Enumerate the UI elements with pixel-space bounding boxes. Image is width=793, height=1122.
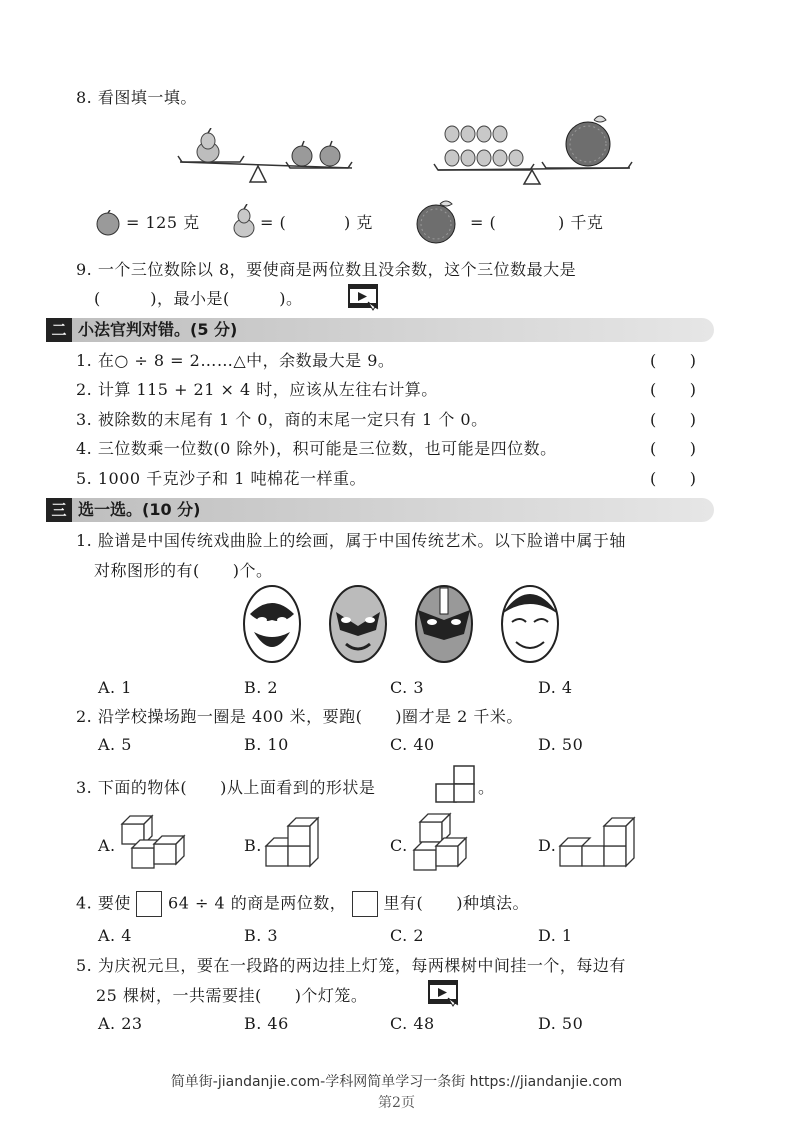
s3q1-option-a[interactable]: A. 1 [98, 678, 132, 697]
s3q4-option-b[interactable]: B. 3 [244, 926, 279, 945]
melon-icon [410, 198, 466, 244]
s3q5-option-a[interactable]: A. 23 [98, 1014, 143, 1033]
s3q2-option-c[interactable]: C. 40 [390, 735, 435, 754]
video-play-icon[interactable] [428, 980, 460, 1008]
s3q3-option-b[interactable]: B. [244, 836, 262, 855]
judge-item-4: 4. 三位数乘一位数(0 除外)，积可能是三位数，也可能是四位数。 [76, 439, 557, 458]
judge-answer-3[interactable]: ( ) [650, 410, 697, 429]
q8-title: 8. 看图填一填。 [76, 88, 197, 107]
cube-stack-a [118, 814, 192, 872]
judge-item-3: 3. 被除数的末尾有 1 个 0，商的末尾一定只有 1 个 0。 [76, 410, 488, 429]
video-play-icon[interactable] [348, 284, 380, 312]
opera-mask-3-icon [416, 586, 472, 662]
judge-answer-2[interactable]: ( ) [650, 380, 697, 399]
apple-icon [94, 210, 124, 236]
judge-item-1: 1. 在○ ÷ 8 = 2……△中，余数最大是 9。 [76, 351, 395, 370]
watermark-text: 简单街-jiandanjie.com-学科网简单学习一条街 https://jiandanjie.com [170, 1074, 623, 1090]
s3q1-option-d[interactable]: D. 4 [538, 678, 573, 697]
section-2-number: 二 [46, 318, 72, 342]
s3q4-option-a[interactable]: A. 4 [98, 926, 132, 945]
s3q2-option-a[interactable]: A. 5 [98, 735, 132, 754]
judge-item-2: 2. 计算 115 + 21 × 4 时，应该从左往右计算。 [76, 380, 438, 399]
s3q2-option-d[interactable]: D. 50 [538, 735, 584, 754]
s3q3-text: 3. 下面的物体( )从上面看到的形状是 [76, 778, 376, 797]
s3q5-line2: 25 棵树，一共需要挂( )个灯笼。 [96, 986, 368, 1005]
opera-masks-figure [240, 584, 570, 668]
judge-answer-5[interactable]: ( ) [650, 469, 697, 488]
s3q4-post: 里有( )种填法。 [383, 893, 529, 913]
s3q1-option-c[interactable]: C. 3 [390, 678, 425, 697]
s3q5-option-d[interactable]: D. 50 [538, 1014, 584, 1033]
apple-weight: = 125 克 [126, 213, 200, 232]
s3q3-option-a[interactable]: A. [98, 836, 116, 855]
pear-weight-open: = ( [260, 213, 287, 232]
s3q4-pre: 4. 要使 [76, 893, 131, 913]
section-2-title: 小法官判对错。(5 分) [78, 320, 238, 339]
section-2-header [46, 318, 714, 342]
q9-line1: 9. 一个三位数除以 8，要使商是两位数且没余数，这个三位数最大是 [76, 260, 577, 279]
judge-answer-4[interactable]: ( ) [650, 439, 697, 458]
judge-answer-1[interactable]: ( ) [650, 351, 697, 370]
s3q3-option-d[interactable]: D. [538, 836, 557, 855]
blank-box-icon[interactable] [136, 891, 162, 917]
section-3-header [46, 498, 714, 522]
s3q1-option-b[interactable]: B. 2 [244, 678, 279, 697]
opera-mask-1-icon [244, 586, 300, 662]
pear-group-icon [445, 126, 523, 166]
pear-icon [197, 128, 219, 162]
pear-weight-unit: ) 克 [344, 213, 373, 232]
blank-box-icon[interactable] [352, 891, 378, 917]
s3q4-option-c[interactable]: C. 2 [390, 926, 425, 945]
apple-icon [292, 141, 340, 166]
melon-weight-unit: ) 千克 [558, 213, 604, 232]
s3q4-line [76, 891, 529, 917]
cube-stack-b [262, 814, 336, 872]
s3q1-line2: 对称图形的有( )个。 [94, 561, 273, 580]
judge-item-5: 5. 1000 千克沙子和 1 吨棉花一样重。 [76, 469, 367, 488]
s3q5-option-b[interactable]: B. 46 [244, 1014, 289, 1033]
cube-stack-c [410, 812, 476, 874]
section-3-title: 选一选。(10 分) [78, 500, 201, 519]
top-view-shape [434, 764, 478, 804]
s3q3-option-c[interactable]: C. [390, 836, 408, 855]
s3q5-line1: 5. 为庆祝元旦，要在一段路的两边挂上灯笼，每两棵树中间挂一个，每边有 [76, 956, 626, 975]
melon-icon [566, 116, 610, 166]
s3q4-option-d[interactable]: D. 1 [538, 926, 573, 945]
opera-mask-2-icon [330, 586, 386, 662]
s3q5-option-c[interactable]: C. 48 [390, 1014, 435, 1033]
s3q1-line1: 1. 脸谱是中国传统戏曲脸上的绘画，属于中国传统艺术。以下脸谱中属于轴 [76, 531, 626, 550]
s3q3-end: 。 [478, 778, 495, 797]
balance-scale-apple-pear [170, 128, 370, 186]
s3q2-option-b[interactable]: B. 10 [244, 735, 289, 754]
balance-scale-pear-melon [430, 112, 640, 188]
s3q2-text: 2. 沿学校操场跑一圈是 400 米，要跑( )圈才是 2 千米。 [76, 707, 523, 726]
cube-stack-d [556, 814, 638, 872]
s3q4-mid: 64 ÷ 4 的商是两位数， [168, 893, 347, 913]
page-number: 第2页 [378, 1095, 415, 1111]
melon-weight-open: = ( [470, 213, 497, 232]
opera-mask-4-icon [502, 586, 558, 662]
q9-line2: ( )，最小是( )。 [94, 289, 303, 308]
pear-icon [230, 204, 258, 238]
section-3-number: 三 [46, 498, 72, 522]
